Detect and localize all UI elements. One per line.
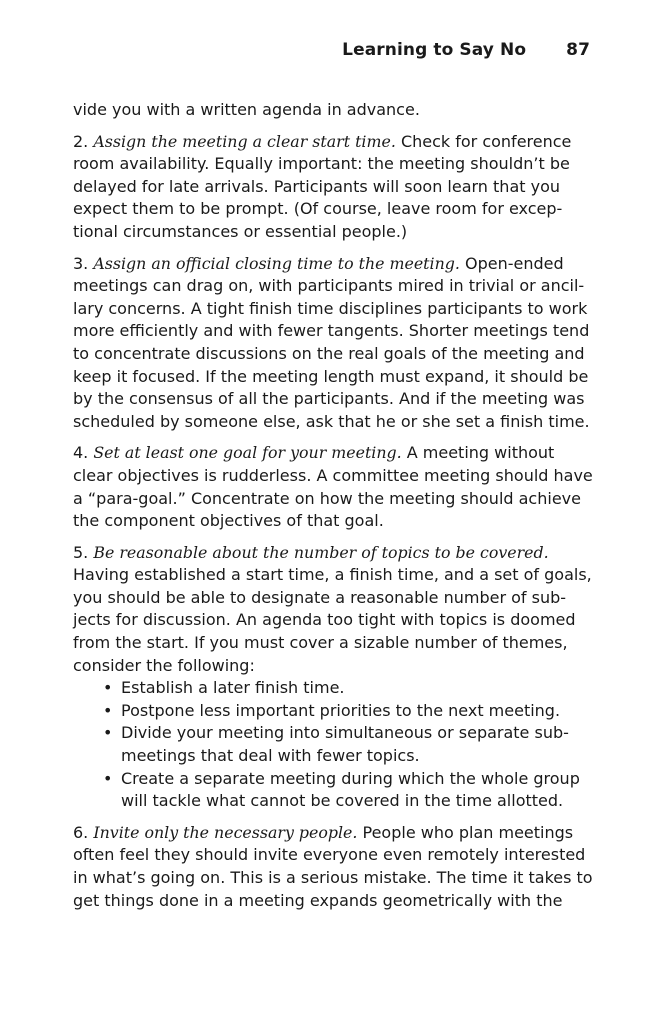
item-heading: Assign the meeting a clear start time. xyxy=(93,131,396,151)
item-heading: Be reasonable about the number of topics to be covered. xyxy=(93,542,549,562)
list-item xyxy=(73,768,593,813)
list-item xyxy=(73,722,593,767)
bullet-glyph: • xyxy=(103,768,113,788)
item-2-paragraph xyxy=(73,131,593,244)
item-number: 5. xyxy=(73,542,89,562)
item-body: Open-ended meetings can drag on, with participants mired in trivial or ancil-lary concerns. A tight finish time disciplines participants to work more efficiently and with fewer tangents. Shorter meetings tend to concentrate discussions on the real goals of the meeting and keep it focused. If the meeting length must expand, it should be by the consensus of all the participants. And if the meeting was scheduled by someone else, ask that he or she set a finish time. xyxy=(73,253,590,431)
bullet-glyph: • xyxy=(103,678,113,698)
item-number: 6. xyxy=(73,822,89,842)
item-number: 2. xyxy=(73,131,89,151)
item-3-paragraph xyxy=(73,253,593,434)
continued-paragraph xyxy=(73,99,593,122)
item-number: 4. xyxy=(73,443,89,463)
page-number: 87 xyxy=(566,40,590,60)
item-number: 3. xyxy=(73,253,89,273)
list-item xyxy=(73,700,593,723)
item-body: Having established a start time, a finish time, and a set of goals, you should be able to designate a reasonable number of sub-jects for discussion. An agenda too tight with topics is doomed from the start. If you must cover a sizable number of themes, consider the following: xyxy=(73,565,592,675)
list-item-text: Establish a later finish time. xyxy=(121,678,345,698)
item-heading: Invite only the necessary people. xyxy=(93,822,358,842)
item-body: People who plan meetings often feel they should invite everyone even remotely interested in what’s going on. This is a serious mistake. The time it takes to get things done in a meeting expands geometrically with the xyxy=(73,822,593,910)
bullet-glyph: • xyxy=(103,700,113,720)
list-item xyxy=(73,677,593,700)
list-item-text: Divide your meeting into simultaneous or separate sub-meetings that deal with fewer topics. xyxy=(121,723,569,766)
list-item-text: Postpone less important priorities to the next meeting. xyxy=(121,700,561,720)
item-6-paragraph xyxy=(73,822,593,912)
item-heading: Assign an official closing time to the meeting. xyxy=(93,253,460,273)
running-header xyxy=(342,40,590,60)
item-heading: Set at least one goal for your meeting. xyxy=(93,443,402,463)
item-body: Check for conference room availability. Equally important: the meeting shouldn’t be delayed for late arrivals. Participants will soon learn that you expect them to be prompt. (Of course, leave room for excep-tional circumstances or essential people.) xyxy=(73,131,572,241)
list-item-text: Create a separate meeting during which the whole group will tackle what cannot be covered in the time allotted. xyxy=(121,768,580,811)
chapter-title: Learning to Say No xyxy=(342,40,527,60)
bullet-glyph: • xyxy=(103,723,113,743)
item-5-paragraph xyxy=(73,542,593,678)
item-body: A meeting without clear objectives is rudderless. A committee meeting should have a “para-goal.” Concentrate on how the meeting should achieve the component objectives of that goal. xyxy=(73,443,593,531)
item-4-paragraph xyxy=(73,442,593,532)
bullet-list xyxy=(73,677,593,813)
paragraph-text: vide you with a written agenda in advance. xyxy=(73,100,420,119)
page-body xyxy=(73,99,593,921)
